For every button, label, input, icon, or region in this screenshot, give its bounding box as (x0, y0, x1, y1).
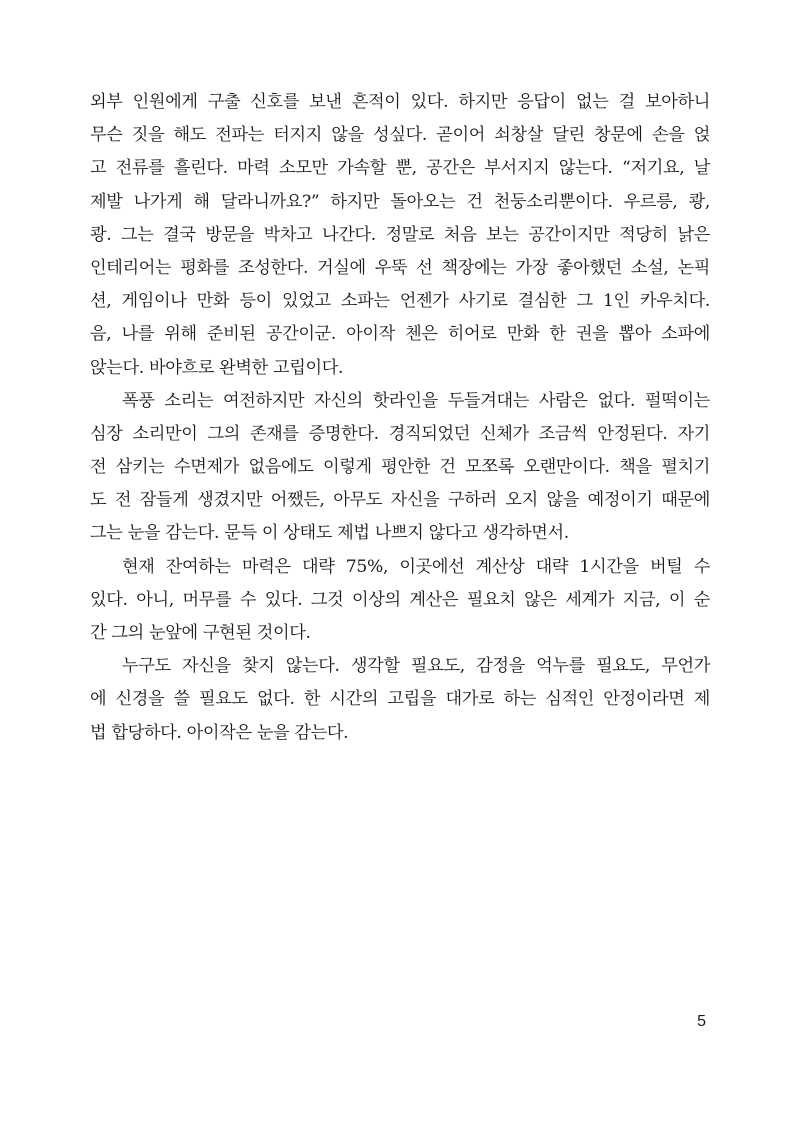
text-line: 심장 소리만이 그의 존재를 증명한다. 경직되었던 신체가 조금씩 안정된다. 자기 (90, 423, 710, 444)
body-text (90, 86, 710, 750)
paragraph-2 (90, 385, 710, 551)
paragraph-3 (90, 551, 710, 651)
text-line: 제발 나가게 해 달라니까요?” 하지만 돌아오는 건 천둥소리뿐이다. 우르릉, 쾅, (90, 191, 710, 212)
paragraph-1 (90, 86, 710, 385)
text-line: 에 신경을 쓸 필요도 없다. 한 시간의 고립을 대가로 하는 심적인 안정이라면 제 (90, 689, 710, 710)
text-line: 법 합당하다. 아이작은 눈을 감는다. (90, 722, 349, 743)
page-number: 5 (697, 1013, 706, 1030)
text-line: 앉는다. 바야흐로 완벽한 고립이다. (90, 357, 344, 378)
text-line: 고 전류를 흘린다. 마력 소모만 가속할 뿐, 공간은 부서지지 않는다. “저기요, 날 (90, 158, 710, 179)
text-line: 있다. 아니, 머무를 수 있다. 그것 이상의 계산은 필요치 않은 세계가 지금, 이 순 (90, 589, 710, 610)
text-line: 음, 나를 위해 준비된 공간이군. 아이작 첸은 히어로 만화 한 권을 뽑아 소파에 (90, 324, 710, 345)
text-line: 쾅. 그는 결국 방문을 박차고 나간다. 정말로 처음 보는 공간이지만 적당히 낡은 (90, 224, 710, 245)
text-line: 누구도 자신을 찾지 않는다. 생각할 필요도, 감정을 억누를 필요도, 무언가 (122, 656, 710, 677)
text-line: 션, 게임이나 만화 등이 있었고 소파는 언젠가 사기로 결심한 그 1인 카우치다. (90, 291, 710, 312)
paragraph-4 (90, 650, 710, 750)
text-line: 전 삼키는 수면제가 없음에도 이렇게 평안한 건 모쪼록 오랜만이다. 책을 펼치기 (90, 457, 710, 478)
text-line: 그는 눈을 감는다. 문득 이 상태도 제법 나쁘지 않다고 생각하면서. (90, 523, 569, 544)
text-line: 간 그의 눈앞에 구현된 것이다. (90, 623, 311, 643)
text-line: 외부 인원에게 구출 신호를 보낸 흔적이 있다. 하지만 응답이 없는 걸 보아하니 (90, 92, 710, 112)
text-line: 폭풍 소리는 여전하지만 자신의 핫라인을 두들겨대는 사람은 없다. 펄떡이는 (122, 390, 710, 411)
text-line: 무슨 짓을 해도 전파는 터지지 않을 성싶다. 곧이어 쇠창살 달린 창문에 손을 얹 (90, 125, 710, 146)
text-line: 도 전 잠들게 생겼지만 어쨌든, 아무도 자신을 구하러 오지 않을 예정이기 때문에 (90, 490, 710, 511)
text-line: 인테리어는 평화를 조성한다. 거실에 우뚝 선 책장에는 가장 좋아했던 소설, 논픽 (90, 257, 710, 278)
text-line: 현재 잔여하는 마력은 대략 75%, 이곳에선 계산상 대략 1시간을 버틸 수 (122, 556, 710, 577)
